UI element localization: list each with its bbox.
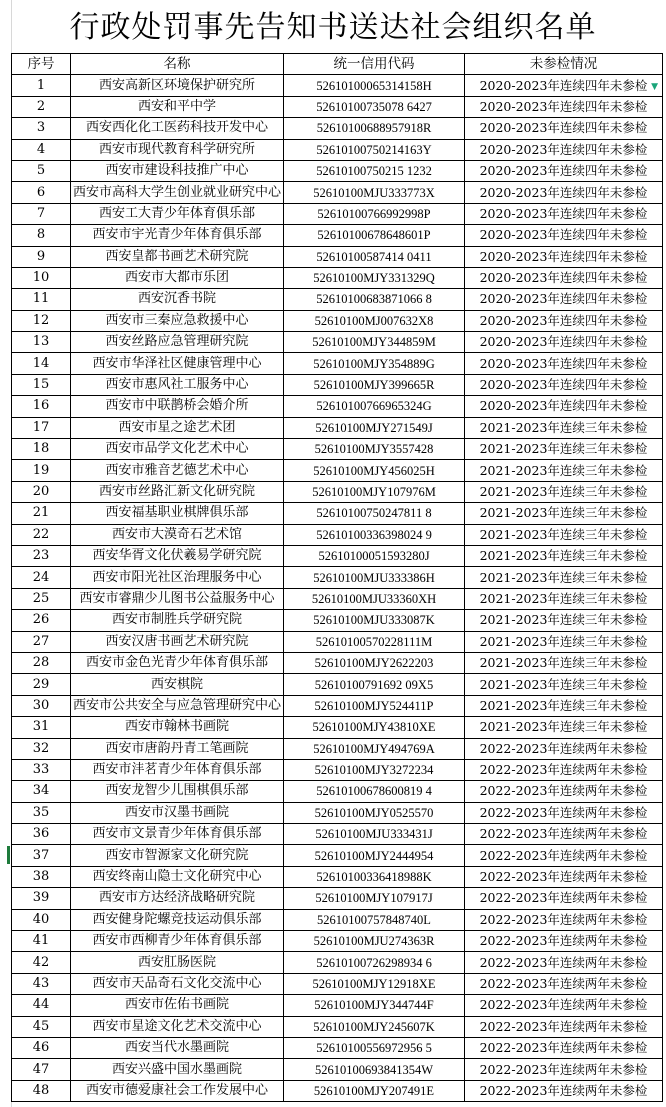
cell-credit-code[interactable]: 52610100726298934 6 [284, 952, 465, 973]
cell-name[interactable]: 西安市星之途艺术团 [71, 417, 284, 438]
cell-status[interactable]: 2021-2023年连续三年未参检 [465, 631, 663, 652]
cell-status[interactable]: 2022-2023年连续两年未参检 [465, 845, 663, 866]
cell-index[interactable]: 23 [12, 545, 71, 566]
cell-index[interactable]: 21 [12, 503, 71, 524]
table-row[interactable] [12, 952, 663, 973]
cell-name[interactable]: 西安福基职业棋牌俱乐部 [71, 503, 284, 524]
cell-credit-code[interactable]: 52610100MJU333386H [284, 567, 465, 588]
cell-name[interactable]: 西安当代水墨画院 [71, 1037, 284, 1058]
table-row[interactable] [12, 695, 663, 716]
cell-name[interactable]: 西安龙智少儿围棋俱乐部 [71, 781, 284, 802]
cell-index[interactable]: 35 [12, 802, 71, 823]
cell-index[interactable]: 34 [12, 781, 71, 802]
table-row[interactable] [12, 1080, 663, 1101]
row-selection-marker [7, 846, 10, 864]
cell-name[interactable]: 西安市天品奇石文化交流中心 [71, 973, 284, 994]
cell-index[interactable]: 1 [12, 75, 71, 96]
cell-name[interactable]: 西安和平中学 [71, 96, 284, 117]
cell-status[interactable]: 2022-2023年连续两年未参检 [465, 759, 663, 780]
cell-credit-code[interactable]: 52610100MJY399665R [284, 374, 465, 395]
cell-name[interactable]: 西安西化化工医药科技开发中心 [71, 118, 284, 139]
cell-credit-code[interactable]: 52610100MJY43810XE [284, 717, 465, 738]
cell-index[interactable]: 45 [12, 1016, 71, 1037]
cell-index[interactable]: 14 [12, 353, 71, 374]
cell-credit-code[interactable]: 52610100MJU333773X [284, 182, 465, 203]
cell-name[interactable]: 西安市翰林书画院 [71, 717, 284, 738]
cell-index[interactable]: 41 [12, 931, 71, 952]
cell-credit-code[interactable]: 52610100MJY524411P [284, 695, 465, 716]
cell-name[interactable]: 西安市公共安全与应急管理研究中心 [71, 695, 284, 716]
cell-index[interactable]: 36 [12, 824, 71, 845]
table-row[interactable] [12, 289, 663, 310]
cell-name[interactable]: 西安市西柳青少年体育俱乐部 [71, 931, 284, 952]
cell-index[interactable]: 31 [12, 717, 71, 738]
table-row[interactable] [12, 973, 663, 994]
cell-index[interactable]: 40 [12, 909, 71, 930]
header-status-label: 未参检情况 [529, 56, 598, 73]
cell-name[interactable]: 西安市华泽社区健康管理中心 [71, 353, 284, 374]
cell-credit-code[interactable]: 52610100735078 6427 [284, 96, 465, 117]
table-row[interactable] [12, 781, 663, 802]
cell-status[interactable]: 2022-2023年连续两年未参检 [465, 1059, 663, 1080]
table-row[interactable] [12, 1037, 663, 1058]
table-row[interactable] [12, 845, 663, 866]
cell-name[interactable]: 西安高新区环境保护研究所 [71, 75, 284, 96]
cell-name[interactable]: 西安健身陀螺竞技运动俱乐部 [71, 909, 284, 930]
cell-name[interactable]: 西安丝路应急管理研究院 [71, 332, 284, 353]
cell-credit-code[interactable]: 52610100MJY107976M [284, 481, 465, 502]
organization-table [11, 53, 663, 1102]
cell-status[interactable]: 2022-2023年连续两年未参检 [465, 781, 663, 802]
cell-status[interactable]: 2020-2023年连续四年未参检 [465, 267, 663, 288]
cell-index[interactable]: 26 [12, 610, 71, 631]
cell-status[interactable]: 2020-2023年连续四年未参检 [465, 96, 663, 117]
cell-status[interactable]: 2021-2023年连续三年未参检 [465, 417, 663, 438]
cell-status[interactable]: 2021-2023年连续三年未参检 [465, 503, 663, 524]
table-row[interactable] [12, 267, 663, 288]
cell-name[interactable]: 西安市睿鼎少儿图书公益服务中心 [71, 588, 284, 609]
cell-name[interactable]: 西安市沣茗青少年体育俱乐部 [71, 759, 284, 780]
table-row[interactable] [12, 1016, 663, 1037]
cell-index[interactable]: 8 [12, 225, 71, 246]
cell-name[interactable]: 西安沉香书院 [71, 289, 284, 310]
cell-index[interactable]: 5 [12, 160, 71, 181]
table-row[interactable] [12, 909, 663, 930]
table-row[interactable] [12, 417, 663, 438]
cell-index[interactable]: 44 [12, 995, 71, 1016]
table-row[interactable] [12, 824, 663, 845]
table-row[interactable] [12, 738, 663, 759]
cell-name[interactable]: 西安棋院 [71, 674, 284, 695]
cell-name[interactable]: 西安市文景青少年体育俱乐部 [71, 824, 284, 845]
cell-status[interactable]: 2020-2023年连续四年未参检 [465, 332, 663, 353]
cell-name[interactable]: 西安市阳光社区治理服务中心 [71, 567, 284, 588]
cell-credit-code[interactable]: 52610100MJY354889G [284, 353, 465, 374]
cell-credit-code[interactable]: 52610100750215 1232 [284, 160, 465, 181]
cell-credit-code[interactable]: 52610100556972956 5 [284, 1037, 465, 1058]
cell-index[interactable]: 27 [12, 631, 71, 652]
cell-index[interactable]: 6 [12, 182, 71, 203]
table-header-row [12, 54, 663, 75]
table-row[interactable] [12, 631, 663, 652]
cell-name[interactable]: 西安市雅音艺德艺术中心 [71, 460, 284, 481]
table-row[interactable] [12, 75, 663, 96]
cell-credit-code[interactable]: 52610100MJY344744F [284, 995, 465, 1016]
cell-index[interactable]: 11 [12, 289, 71, 310]
cell-index[interactable]: 43 [12, 973, 71, 994]
table-row[interactable] [12, 182, 663, 203]
cell-credit-code[interactable]: 52610100MJY2622203 [284, 652, 465, 673]
cell-status[interactable]: 2022-2023年连续两年未参检 [465, 1080, 663, 1101]
cell-index[interactable]: 9 [12, 246, 71, 267]
cell-status[interactable]: 2020-2023年连续四年未参检 [465, 353, 663, 374]
cell-credit-code[interactable]: 52610100MJY3272234 [284, 759, 465, 780]
cell-index[interactable]: 28 [12, 652, 71, 673]
cell-credit-code[interactable]: 52610100MJY494769A [284, 738, 465, 759]
cell-index[interactable]: 32 [12, 738, 71, 759]
cell-index[interactable]: 24 [12, 567, 71, 588]
cell-name[interactable]: 西安市三秦应急救援中心 [71, 310, 284, 331]
cell-name[interactable]: 西安工大青少年体育俱乐部 [71, 203, 284, 224]
table-row[interactable] [12, 524, 663, 545]
table-row[interactable] [12, 310, 663, 331]
cell-credit-code[interactable]: 52610100570228111M [284, 631, 465, 652]
cell-credit-code[interactable]: 52610100MJY456025H [284, 460, 465, 481]
cell-index[interactable]: 42 [12, 952, 71, 973]
cell-index[interactable]: 38 [12, 866, 71, 887]
cell-status[interactable]: 2022-2023年连续两年未参检 [465, 866, 663, 887]
cell-index[interactable]: 10 [12, 267, 71, 288]
table-row[interactable] [12, 674, 663, 695]
cell-name[interactable]: 西安皇都书画艺术研究院 [71, 246, 284, 267]
cell-name[interactable]: 西安市制胜兵学研究院 [71, 610, 284, 631]
cell-status[interactable]: 2020-2023年连续四年未参检 [465, 139, 663, 160]
cell-index[interactable]: 18 [12, 439, 71, 460]
cell-status[interactable]: 2022-2023年连续两年未参检 [465, 802, 663, 823]
table-row[interactable] [12, 588, 663, 609]
cell-index[interactable]: 17 [12, 417, 71, 438]
cell-status[interactable]: 2021-2023年连续三年未参检 [465, 524, 663, 545]
cell-status[interactable]: 2022-2023年连续两年未参检 [465, 909, 663, 930]
cell-credit-code[interactable]: 52610100766965324G [284, 396, 465, 417]
cell-status[interactable]: 2020-2023年连续四年未参检 [465, 246, 663, 267]
cell-name[interactable]: 西安市德爱康社会工作发展中心 [71, 1080, 284, 1101]
cell-credit-code[interactable]: 52610100MJU333431J [284, 824, 465, 845]
cell-name[interactable]: 西安市佐佑书画院 [71, 995, 284, 1016]
cell-index[interactable]: 39 [12, 888, 71, 909]
cell-status[interactable]: 2021-2023年连续三年未参检 [465, 439, 663, 460]
cell-index[interactable]: 47 [12, 1059, 71, 1080]
cell-status[interactable]: 2021-2023年连续三年未参检 [465, 717, 663, 738]
cell-name[interactable]: 西安市智源家文化研究院 [71, 845, 284, 866]
cell-index[interactable]: 7 [12, 203, 71, 224]
table-row[interactable] [12, 225, 663, 246]
table-row[interactable] [12, 652, 663, 673]
cell-status[interactable]: 2020-2023年连续四年未参检 [465, 160, 663, 181]
table-body [12, 75, 663, 1102]
cell-status[interactable]: 2020-2023年连续四年未参检 [465, 182, 663, 203]
cell-index[interactable]: 37 [12, 845, 71, 866]
cell-index[interactable]: 25 [12, 588, 71, 609]
cell-status[interactable]: 2022-2023年连续两年未参检 [465, 824, 663, 845]
header-credit-code[interactable]: 统一信用代码 [284, 54, 465, 75]
cell-credit-code[interactable]: 52610100MJY271549J [284, 417, 465, 438]
cell-credit-code[interactable]: 52610100MJY3557428 [284, 439, 465, 460]
cell-status[interactable]: 2022-2023年连续两年未参检 [465, 973, 663, 994]
cell-credit-code[interactable]: 52610100MJY344859M [284, 332, 465, 353]
cell-credit-code[interactable]: 52610100MJU333087K [284, 610, 465, 631]
cell-name[interactable]: 西安市丝路汇新文化研究院 [71, 481, 284, 502]
cell-credit-code[interactable]: 52610100MJY107917J [284, 888, 465, 909]
cell-status[interactable]: 2021-2023年连续三年未参检 [465, 545, 663, 566]
cell-name[interactable]: 西安市中联鹊桥会婚介所 [71, 396, 284, 417]
table-row[interactable] [12, 96, 663, 117]
header-name[interactable]: 名称 [71, 54, 284, 75]
cell-name[interactable]: 西安市大都市乐团 [71, 267, 284, 288]
cell-credit-code[interactable]: 52610100678600819 4 [284, 781, 465, 802]
cell-name[interactable]: 西安肛肠医院 [71, 952, 284, 973]
cell-status[interactable]: 2022-2023年连续两年未参检 [465, 888, 663, 909]
cell-status[interactable]: 2022-2023年连续两年未参检 [465, 995, 663, 1016]
cell-status[interactable]: 2021-2023年连续三年未参检 [465, 588, 663, 609]
cell-name[interactable]: 西安市大漠奇石艺术馆 [71, 524, 284, 545]
cell-status[interactable]: 2021-2023年连续三年未参检 [465, 674, 663, 695]
cell-credit-code[interactable]: 52610100MJY245607K [284, 1016, 465, 1037]
cell-status[interactable]: 2022-2023年连续两年未参检 [465, 1016, 663, 1037]
table-row[interactable] [12, 717, 663, 738]
cell-status[interactable]: 2021-2023年连续三年未参检 [465, 610, 663, 631]
cell-name[interactable]: 西安市建设科技推广中心 [71, 160, 284, 181]
table-row[interactable] [12, 610, 663, 631]
cell-name[interactable]: 西安兴盛中国水墨画院 [71, 1059, 284, 1080]
table-row[interactable] [12, 160, 663, 181]
header-index[interactable]: 序号 [12, 54, 71, 75]
cell-status[interactable]: 2021-2023年连续三年未参检 [465, 567, 663, 588]
cell-credit-code[interactable]: 52610100688957918R [284, 118, 465, 139]
cell-credit-code[interactable]: 52610100693841354W [284, 1059, 465, 1080]
table-row[interactable] [12, 332, 663, 353]
cell-index[interactable]: 12 [12, 310, 71, 331]
cell-status[interactable]: 2020-2023年连续四年未参检 [465, 310, 663, 331]
cell-status[interactable]: 2020-2023年连续四年未参检 [465, 374, 663, 395]
table-row[interactable] [12, 460, 663, 481]
cell-status[interactable]: 2021-2023年连续三年未参检 [465, 481, 663, 502]
cell-status[interactable]: 2022-2023年连续两年未参检 [465, 931, 663, 952]
cell-status[interactable]: 2020-2023年连续四年未参检 [465, 225, 663, 246]
table-row[interactable] [12, 439, 663, 460]
cell-index[interactable]: 16 [12, 396, 71, 417]
table-row[interactable] [12, 866, 663, 887]
cell-index[interactable]: 33 [12, 759, 71, 780]
cell-credit-code[interactable]: 52610100336418988K [284, 866, 465, 887]
cell-status[interactable]: 2020-2023年连续四年未参检 [465, 203, 663, 224]
table-row[interactable] [12, 759, 663, 780]
cell-name[interactable]: 西安市品学文化艺术中心 [71, 439, 284, 460]
table-row[interactable] [12, 139, 663, 160]
cell-name[interactable]: 西安市星途文化艺术交流中心 [71, 1016, 284, 1037]
cell-credit-code[interactable]: 52610100757848740L [284, 909, 465, 930]
page-title: 行政处罚事先告知书送达社会组织名单 [69, 10, 597, 45]
table-row[interactable] [12, 374, 663, 395]
cell-name[interactable]: 西安市惠风社工服务中心 [71, 374, 284, 395]
cell-credit-code[interactable]: 52610100MJY12918XE [284, 973, 465, 994]
cell-credit-code[interactable]: 52610100MJ007632X8 [284, 310, 465, 331]
cell-credit-code[interactable]: 52610100MJY331329Q [284, 267, 465, 288]
cell-name[interactable]: 西安市唐韵丹青工笔画院 [71, 738, 284, 759]
table-row[interactable] [12, 802, 663, 823]
cell-status[interactable]: 2020-2023年连续四年未参检 [465, 118, 663, 139]
cell-index[interactable]: 3 [12, 118, 71, 139]
cell-status[interactable]: 2022-2023年连续两年未参检 [465, 1037, 663, 1058]
cell-credit-code[interactable]: 52610100750247811 8 [284, 503, 465, 524]
cell-index[interactable]: 30 [12, 695, 71, 716]
cell-name[interactable]: 西安华胥文化伏羲易学研究院 [71, 545, 284, 566]
table-row[interactable] [12, 503, 663, 524]
cell-credit-code[interactable]: 52610100MJY0525570 [284, 802, 465, 823]
cell-name[interactable]: 西安市汉墨书画院 [71, 802, 284, 823]
cell-credit-code[interactable]: 52610100MJU33360XH [284, 588, 465, 609]
cell-credit-code[interactable]: 52610100587414 0411 [284, 246, 465, 267]
table-row[interactable] [12, 481, 663, 502]
filter-dropdown-icon[interactable]: ▼ [651, 82, 658, 93]
cell-status[interactable]: 2020-2023年连续四年未参检 [465, 289, 663, 310]
table-row[interactable] [12, 888, 663, 909]
cell-status[interactable]: 2021-2023年连续三年未参检 [465, 695, 663, 716]
cell-index[interactable]: 19 [12, 460, 71, 481]
cell-status[interactable]: 2021-2023年连续三年未参检 [465, 460, 663, 481]
cell-credit-code[interactable]: 52610100MJU274363R [284, 931, 465, 952]
cell-credit-code[interactable]: 52610100766992998P [284, 203, 465, 224]
cell-index[interactable]: 13 [12, 332, 71, 353]
cell-name[interactable]: 西安汉唐书画艺术研究院 [71, 631, 284, 652]
cell-credit-code[interactable]: 52610100683871066 8 [284, 289, 465, 310]
header-inspection-status[interactable] [465, 54, 663, 75]
cell-index[interactable]: 48 [12, 1080, 71, 1101]
table-row[interactable] [12, 567, 663, 588]
cell-index[interactable]: 4 [12, 139, 71, 160]
cell-name[interactable]: 西安市现代教育科学研究所 [71, 139, 284, 160]
table-row[interactable] [12, 396, 663, 417]
table-row[interactable] [12, 203, 663, 224]
cell-name[interactable]: 西安市方达经济战略研究院 [71, 888, 284, 909]
table-row[interactable] [12, 118, 663, 139]
table-row[interactable] [12, 1059, 663, 1080]
table-row[interactable] [12, 353, 663, 374]
cell-credit-code[interactable]: 52610100791692 09X5 [284, 674, 465, 695]
cell-status[interactable]: 2020-2023年连续四年未参检 ▼ [465, 75, 663, 96]
cell-name[interactable]: 西安市高科大学生创业就业研究中心 [71, 182, 284, 203]
table-row[interactable] [12, 931, 663, 952]
cell-credit-code[interactable]: 52610100MJY207491E [284, 1080, 465, 1101]
cell-status[interactable]: 2022-2023年连续两年未参检 [465, 952, 663, 973]
cell-index[interactable]: 22 [12, 524, 71, 545]
cell-name[interactable]: 西安终南山隐士文化研究中心 [71, 866, 284, 887]
cell-credit-code[interactable]: 52610100336398024 9 [284, 524, 465, 545]
cell-credit-code[interactable]: 52610100051593280J [284, 545, 465, 566]
cell-index[interactable]: 20 [12, 481, 71, 502]
cell-credit-code[interactable]: 52610100678648601P [284, 225, 465, 246]
table-row[interactable] [12, 545, 663, 566]
cell-name[interactable]: 西安市金色光青少年体育俱乐部 [71, 652, 284, 673]
cell-status[interactable]: 2022-2023年连续两年未参检 [465, 738, 663, 759]
cell-status[interactable]: 2021-2023年连续三年未参检 [465, 652, 663, 673]
cell-index[interactable]: 46 [12, 1037, 71, 1058]
cell-index[interactable]: 2 [12, 96, 71, 117]
cell-name[interactable]: 西安市宇光青少年体育俱乐部 [71, 225, 284, 246]
cell-credit-code[interactable]: 52610100MJY2444954 [284, 845, 465, 866]
cell-credit-code[interactable]: 52610100750214163Y [284, 139, 465, 160]
cell-index[interactable]: 29 [12, 674, 71, 695]
cell-credit-code[interactable]: 52610100065314158H [284, 75, 465, 96]
table-row[interactable] [12, 246, 663, 267]
cell-index[interactable]: 15 [12, 374, 71, 395]
table-row[interactable] [12, 995, 663, 1016]
cell-status[interactable]: 2020-2023年连续四年未参检 [465, 396, 663, 417]
